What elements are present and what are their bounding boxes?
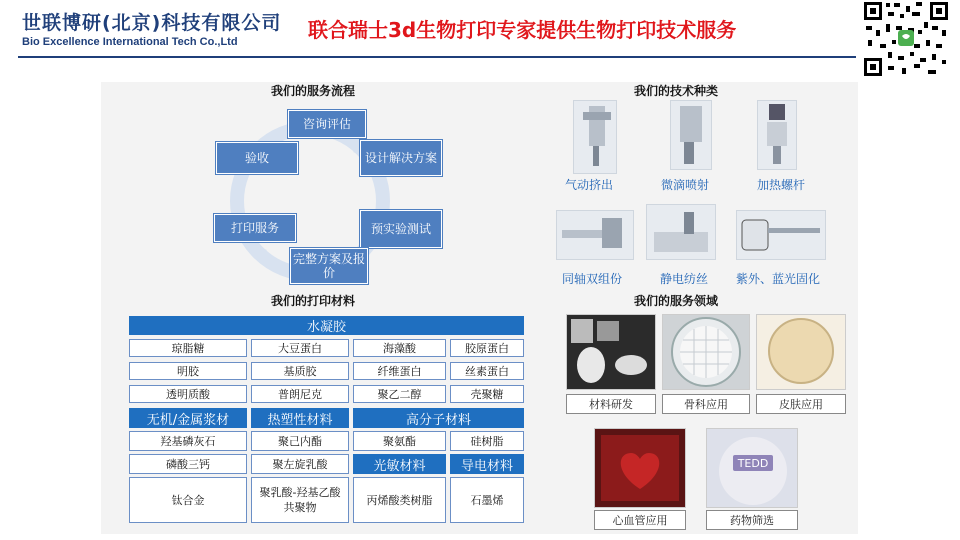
polymer-header: 高分子材料 (353, 408, 524, 428)
material-cell: 聚乙二醇 (353, 385, 446, 403)
service-title: 我们的服务领域 (634, 294, 719, 308)
inorganic-header: 无机/金属浆材 (129, 408, 247, 428)
service-label-material: 材料研发 (566, 394, 656, 414)
hydrogel-header: 水凝胶 (129, 316, 524, 335)
material-cell: 大豆蛋白 (251, 339, 349, 357)
tech-label-droplet: 微滴喷射 (661, 178, 710, 192)
flow-step-consult: 咨询评估 (288, 110, 366, 138)
thermoplastic-header: 热塑性材料 (251, 408, 349, 428)
qr-code-icon (862, 0, 950, 78)
company-name-en: Bio Excellence International Tech Co.,Ltd (22, 36, 238, 48)
tech-label-pneumatic: 气动挤出 (565, 178, 614, 192)
tech-title: 我们的技术种类 (634, 84, 719, 98)
tech-label-heated-screw: 加热螺杆 (757, 178, 806, 192)
skin-patch-image (756, 314, 846, 390)
slogan-title: 联合瑞士3d生物打印专家提供生物打印技术服务 (308, 18, 737, 42)
material-cell: 明胶 (129, 362, 247, 380)
service-label-cardio: 心血管应用 (594, 510, 686, 530)
bone-scaffold-image (662, 314, 750, 390)
service-label-bone: 骨科应用 (662, 394, 750, 414)
droplet-jetting-image (670, 100, 712, 170)
conductive-header: 导电材料 (450, 454, 524, 474)
material-cell: 石墨烯 (450, 477, 524, 523)
material-cell: 纤维蛋白 (353, 362, 446, 380)
heated-screw-image (757, 100, 797, 170)
electrospinning-image (646, 204, 716, 260)
flow-step-quote: 完整方案及报价 (290, 248, 368, 284)
drug-screening-image (706, 428, 798, 508)
material-cell: 钛合金 (129, 477, 247, 523)
coaxial-image (556, 210, 634, 260)
flow-title: 我们的服务流程 (271, 84, 356, 98)
uv-curing-image (736, 210, 826, 260)
material-cell: 普朗尼克 (251, 385, 349, 403)
tech-label-electrospinning: 静电纺丝 (660, 272, 709, 286)
material-cell: 壳聚糖 (450, 385, 524, 403)
material-cell: 海藻酸 (353, 339, 446, 357)
company-name-cn: 世联博研(北京)科技有限公司 (22, 12, 282, 34)
material-cell: 羟基磷灰石 (129, 431, 247, 451)
material-research-image (566, 314, 656, 390)
heart-model-image (594, 428, 686, 508)
service-label-drug: 药物筛选 (706, 510, 798, 530)
tech-label-coaxial: 同轴双组份 (562, 272, 623, 286)
material-cell: 丝素蛋白 (450, 362, 524, 380)
pneumatic-extruder-image (573, 100, 617, 174)
tedd-label: TEDD (737, 457, 769, 470)
material-cell: 磷酸三钙 (129, 454, 247, 474)
flow-step-accept: 验收 (216, 142, 298, 174)
material-cell: 聚氨酯 (353, 431, 446, 451)
service-label-skin: 皮肤应用 (756, 394, 846, 414)
material-cell: 聚己内酯 (251, 431, 349, 451)
material-cell: 聚左旋乳酸 (251, 454, 349, 474)
flow-step-design: 设计解决方案 (360, 140, 442, 176)
materials-title: 我们的打印材料 (271, 294, 356, 308)
flow-step-pretest: 预实验测试 (360, 210, 442, 248)
material-cell: 聚乳酸-羟基乙酸共聚物 (251, 477, 349, 523)
material-cell: 胶原蛋白 (450, 339, 524, 357)
material-cell: 基质胶 (251, 362, 349, 380)
material-cell: 琼脂糖 (129, 339, 247, 357)
flow-step-print: 打印服务 (214, 214, 296, 242)
photosensitive-header: 光敏材料 (353, 454, 446, 474)
tech-label-uv: 紫外、蓝光固化 (736, 272, 821, 286)
header-divider (18, 56, 856, 58)
material-cell: 透明质酸 (129, 385, 247, 403)
material-cell: 硅树脂 (450, 431, 524, 451)
material-cell: 丙烯酸类树脂 (353, 477, 446, 523)
